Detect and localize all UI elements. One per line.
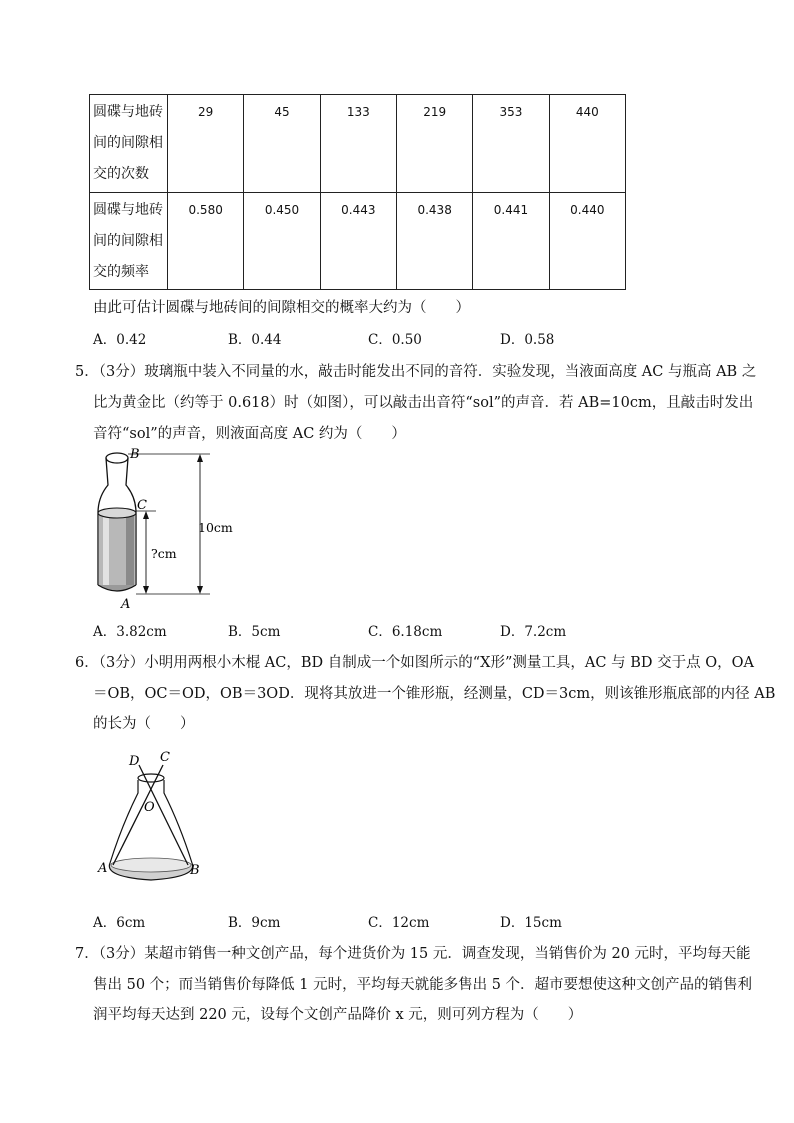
q4-option-b: B．0.44 — [228, 332, 282, 348]
header-line: 间的间隙相 — [93, 135, 163, 151]
row-header — [90, 192, 168, 290]
table-cell: 0.441 — [473, 192, 549, 290]
table-cell: 440 — [549, 95, 625, 193]
row-header — [90, 95, 168, 193]
q5-option-b: B．5cm — [228, 624, 281, 640]
unknown-height-label: ?cm — [151, 546, 177, 561]
q6-option-b: B．9cm — [228, 915, 281, 931]
table-cell: 219 — [396, 95, 472, 193]
header-line: 交的频率 — [93, 263, 149, 280]
q5-option-d: D．7.2cm — [500, 624, 567, 640]
table-cell: 0.438 — [396, 192, 472, 290]
header-line: 圆碟与地砖 — [93, 201, 163, 218]
label-b: B — [130, 447, 140, 462]
label-c: C — [137, 498, 147, 513]
table-cell: 0.580 — [168, 192, 244, 290]
q5-stem-line1: 5．（3分）玻璃瓶中装入不同量的水，敲击时能发出不同的音符．实验发现，当液面高度 AC 与瓶高 AB 之 — [75, 364, 757, 380]
flask-figure — [94, 745, 214, 895]
q7-stem-line2: 售出 50 个；而当销售价每降低 1 元时，平均每天就能多售出 5 个．超市要想使这种文创产品的销售利 — [93, 977, 753, 993]
table-row — [90, 95, 626, 193]
q5-stem-line2: 比为黄金比（约等于 0.618）时（如图），可以敲击出音符“sol”的声音．若 AB=10cm，且敲击时发出 — [93, 395, 754, 411]
table-cell: 0.450 — [244, 192, 320, 290]
q5-option-c: C．6.18cm — [368, 624, 443, 640]
q6-stem-line2: ＝OB，OC＝OD，OB＝3OD．现将其放进一个锥形瓶，经测量，CD＝3cm，则该锥形瓶底部的内径 AB — [93, 686, 776, 702]
table-cell: 0.440 — [549, 192, 625, 290]
frequency-table — [89, 94, 626, 290]
q4-option-a: A．0.42 — [93, 332, 147, 348]
label-a: A — [98, 861, 108, 876]
table-cell: 0.443 — [320, 192, 396, 290]
height-label: 10cm — [198, 520, 233, 535]
q4-conclusion: 由此可估计圆碟与地砖间的间隙相交的概率大约为（ ） — [93, 300, 470, 316]
header-line: 间的间隙相 — [93, 232, 163, 249]
label-d: D — [129, 754, 140, 769]
table-cell: 133 — [320, 95, 396, 193]
table-row — [90, 192, 626, 290]
header-line: 圆碟与地砖 — [93, 104, 163, 120]
label-b: B — [190, 863, 200, 878]
q7-stem-line1: 7．（3分）某超市销售一种文创产品，每个进货价为 15 元．调查发现，当销售价为 20 元时，平均每天能 — [75, 946, 751, 962]
q5-option-a: A．3.82cm — [93, 624, 167, 640]
q4-option-c: C．0.50 — [368, 332, 422, 348]
header-line: 交的次数 — [93, 166, 149, 182]
bottle-figure — [90, 445, 250, 615]
q6-option-c: C．12cm — [368, 915, 430, 931]
q6-stem-line1: 6．（3分）小明用两根小木棍 AC，BD 自制成一个如图所示的“X形”测量工具，AC 与 BD 交于点 O，OA — [75, 655, 754, 671]
q7-stem-line3: 润平均每天达到 220 元，设每个文创产品降价 x 元，则可列方程为（ ） — [93, 1007, 583, 1023]
q5-stem-line3: 音符“sol”的声音，则液面高度 AC 约为（ ） — [93, 426, 406, 442]
label-o: O — [144, 800, 155, 815]
q6-option-d: D．15cm — [500, 915, 562, 931]
q4-option-d: D．0.58 — [500, 332, 555, 348]
q6-stem-line3: 的长为（ ） — [93, 716, 195, 732]
table-cell: 353 — [473, 95, 549, 193]
table-cell: 45 — [244, 95, 320, 193]
q6-option-a: A．6cm — [93, 915, 146, 931]
label-a: A — [121, 597, 131, 612]
label-c: C — [160, 750, 170, 765]
table-cell: 29 — [168, 95, 244, 193]
